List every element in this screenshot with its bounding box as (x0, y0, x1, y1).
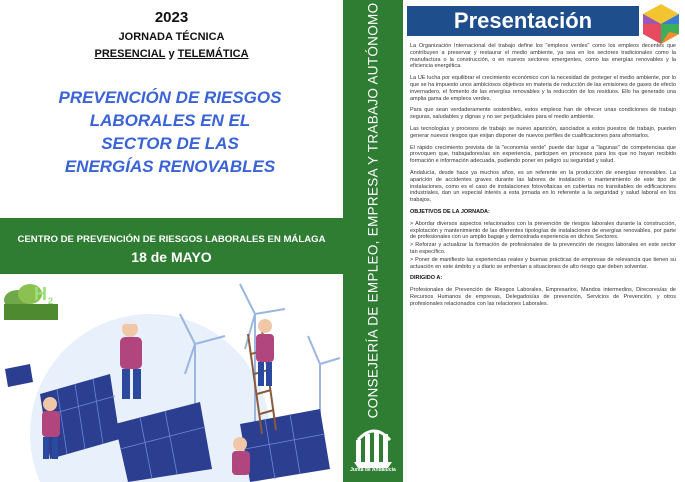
audience-text: Profesionales de Prevención de Riesgos Laborales, Empresarios, Mandos intermedios, Direcores/as de Recursos Humanos de empresas, Delegados/as de prevención, Servicios de Prevención, y otros profesionales relacionados con las relaciones Laborales. (410, 287, 676, 307)
paragraph: Para que sean verdaderamente sostenibles, estos empleos han de ofrecer unas condiciones de trabajo seguras, saludables y dignas y no ser perjudiciales para el medio ambiente. (410, 107, 676, 121)
paragraph: Las tecnologías y procesos de trabajo se nuevo aparición, asociados a estos puestos de trabajo, pueden generar nuevos riesgos que exijan disponer de nuevos perfiles de cualificaciones para afrontarlos. (410, 125, 676, 139)
modality-presencial: PRESENCIAL (94, 48, 166, 60)
info-band (0, 218, 343, 274)
event-type: JORNADA TÉCNICA (118, 31, 225, 43)
paragraph: El rápido crecimiento prevista de la "economía verde" puede dar lugar a "lagunas" de competencias que provoquen que, trabajadores/as sin experiencia, participen en procesos para los que no hayan recibido formación e información adecuada, pudiendo poner en peligro su seguridad y salud. (410, 144, 676, 165)
renewable-workers-illustration (0, 274, 343, 482)
modality-telematica: TELEMÁTICA (177, 48, 249, 60)
audience-heading: DIRIGIDO A: (410, 275, 443, 282)
event-title (30, 86, 310, 178)
svg-text:H: H (34, 284, 47, 304)
objective-item: > Poner de manifiesto las experiencias reales y buenas prácticas de empresas de relevancia que tienen su actuación en este ámbito y a diario se enfrentan a situaciones de alto riesgo que deben solventar. (410, 256, 676, 270)
title-line: SECTOR DE LAS (101, 134, 239, 153)
event-date: 18 de MAYO (131, 249, 212, 265)
event-modality (0, 48, 343, 60)
junta-logo-label: Junta de Andalucía (350, 467, 396, 473)
sidebar-vertical-text (343, 0, 403, 420)
paragraph: La Organización Internacional del trabajo define los "empleos verdes" como los empleos decentes que contribuyen a preservar y restaurar el medio ambiente, ya sea en los sectores tradicionales como la manufactura o la construcción, o en nuevos sectores emergentes, como las energías renovables y la eficiencia energética. (410, 43, 676, 70)
consejeria-name: CONSEJERÍA DE EMPLEO, EMPRESA Y TRABAJO AUTÓNOMO (365, 2, 381, 418)
objective-item: > Reforzar y actualizar la formación de profesionales de la prevención de riesgos laborales en este sector tan específico. (410, 242, 676, 255)
title-line: LABORALES EN EL (89, 111, 251, 130)
organizer-center: CENTRO DE PREVENCIÓN DE RIESGOS LABORALES EN MÁLAGA (17, 234, 326, 245)
title-line: PREVENCIÓN DE RIESGOS (58, 88, 282, 107)
objectives-heading: OBJETIVOS DE LA JORNADA: (410, 208, 490, 215)
paragraph: La UE lucha por equilibrar el crecimiento económico con la necesidad de proteger el medio ambiente, por lo que se ha impuesto unos ambiciosos objetivos en materia de reducción de las emisiones de gases de efecto invernadero, el fomento de las energías renovables y la reducción de los residuos. Ello ha generado una amplia gama de empleos verdes. (410, 75, 676, 102)
modality-connector: y (165, 48, 178, 60)
colorful-cube-icon (639, 2, 683, 46)
objective-item: > Abordar diversos aspectos relacionados con la prevención de riesgos laborales durante la construcción, explotación y mantenimiento de las diferentes tipologías de instalaciones de energías renovables, por parte de profesionales con un amplio bagaje y demostrada experiencia en dichos Sectores. (410, 220, 676, 241)
event-year: 2023 (154, 9, 189, 26)
title-line: ENERGÍAS RENOVABLES (64, 157, 276, 176)
paragraph: Andalucía, desde hace ya muchos años, es un referente en la producción de energías renovables. La aparición de accidentes graves durante las labores de instalación o mantenimiento de este tipo de instalaciones, como es el caso de instalaciones fotovoltaicas en cubiertas no transitables de edificaciones industriales, dan un especial interés a esta jornada en lo referente a la seguridad y salud laboral en los trabajos. (410, 169, 676, 204)
svg-text:2: 2 (48, 296, 54, 306)
presentation-body (410, 43, 676, 313)
presentation-heading: Presentación (453, 8, 593, 33)
